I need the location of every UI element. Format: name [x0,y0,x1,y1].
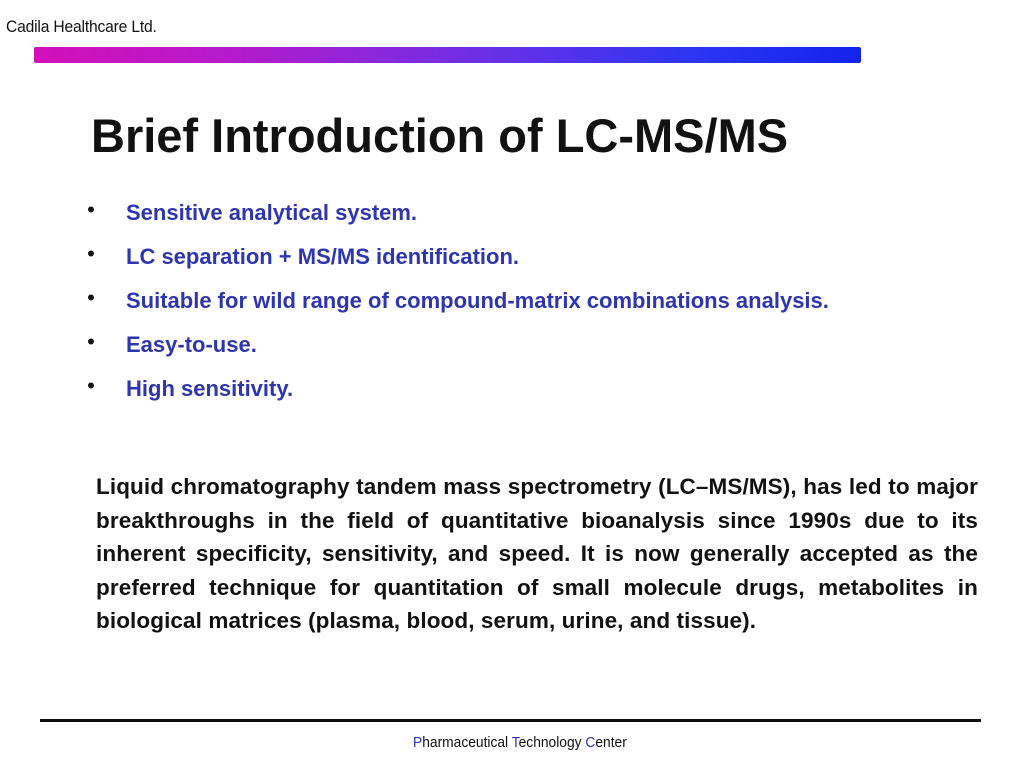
footer-initial: T [511,734,519,751]
header-gradient-bar [34,47,861,63]
bullet-marker: • [87,241,95,266]
bullet-marker: • [87,373,95,398]
bullet-list [84,196,924,416]
bullet-text: Easy-to-use. [126,332,257,357]
footer-word: enter [595,734,627,751]
bullet-item [84,372,924,405]
bullet-marker: • [87,197,95,222]
bullet-marker: • [87,329,95,354]
bullet-item [84,328,924,361]
bullet-marker: • [87,285,95,310]
bullet-item [84,196,924,229]
bullet-text: Sensitive analytical system. [126,200,418,225]
description-paragraph: Liquid chromatography tandem mass spectrometry (LC–MS/MS), has led to major breakthroughs in the field of quantitative bioanalysis since 1990s due to its inherent specificity, sensitivity, and speed. It is now generally accepted as the preferred technique for quantitation of small molecule drugs, metabolites in biological matrices (plasma, blood, serum, urine, and tissue). [96,474,978,634]
slide-title: Brief Introduction of LC-MS/MS [91,109,789,162]
bullet-text: High sensitivity. [126,376,294,401]
footer-initial: C [585,734,596,751]
bullet-item [84,284,924,317]
company-name: Cadila Healthcare Ltd. [6,17,157,36]
bullet-text: Suitable for wild range of compound-matrix combinations analysis. [126,288,829,313]
footer-initial: P [413,734,423,751]
bullet-text: LC separation + MS/MS identification. [126,244,519,269]
footer-word: harmaceutical [422,734,512,751]
footer-word: echnology [518,734,586,751]
footer-text [413,734,627,751]
footer-divider [40,719,981,722]
bullet-item [84,240,924,273]
